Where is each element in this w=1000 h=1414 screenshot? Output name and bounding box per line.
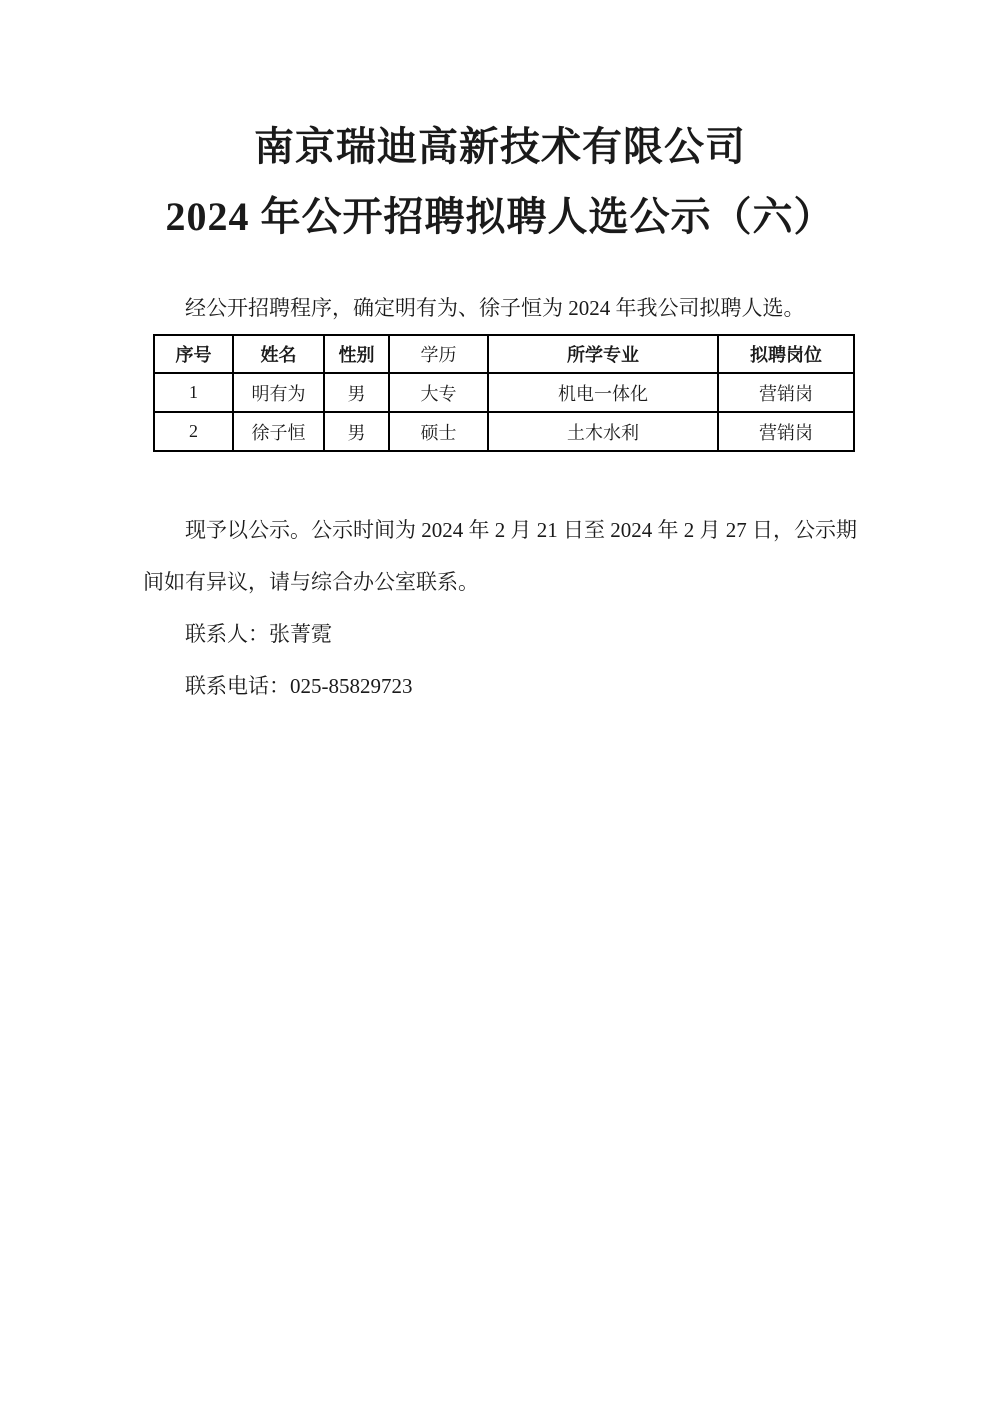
cell-major: 土木水利: [488, 412, 718, 451]
contact-person-line: 联系人：张菁霓: [185, 622, 332, 646]
col-header-gender: 性别: [324, 335, 389, 373]
cell-name: 徐子恒: [233, 412, 324, 451]
doc-title-line1: 南京瑞迪高新技术有限公司: [254, 124, 746, 169]
cell-position: 营销岗: [718, 412, 854, 451]
cell-index: 2: [154, 412, 233, 451]
cell-education: 大专: [389, 373, 488, 412]
cell-major: 机电一体化: [488, 373, 718, 412]
col-header-name: 姓名: [233, 335, 324, 373]
col-header-position: 拟聘岗位: [718, 335, 854, 373]
cell-education: 硕士: [389, 412, 488, 451]
table-row: [154, 412, 854, 451]
cell-gender: 男: [324, 412, 389, 451]
col-header-major: 所学专业: [488, 335, 718, 373]
cell-index: 1: [154, 373, 233, 412]
cell-gender: 男: [324, 373, 389, 412]
col-header-education: 学历: [389, 335, 488, 373]
intro-paragraph: 经公开招聘程序，确定明有为、徐子恒为 2024 年我公司拟聘人选。: [185, 296, 805, 320]
table-row: [154, 373, 854, 412]
cell-name: 明有为: [233, 373, 324, 412]
cell-position: 营销岗: [718, 373, 854, 412]
doc-title-line2: 2024 年公开招聘拟聘人选公示（六）: [165, 194, 835, 239]
notice-paragraph: 现予以公示。公示时间为 2024 年 2 月 21 日至 2024 年 2 月 27 日，公示期间如有异议，请与综合办公室联系。: [143, 518, 857, 594]
table-header-row: [154, 335, 854, 373]
candidates-table: [153, 334, 855, 452]
col-header-index: 序号: [154, 335, 233, 373]
contact-phone-line: 联系电话：025-85829723: [185, 674, 413, 698]
